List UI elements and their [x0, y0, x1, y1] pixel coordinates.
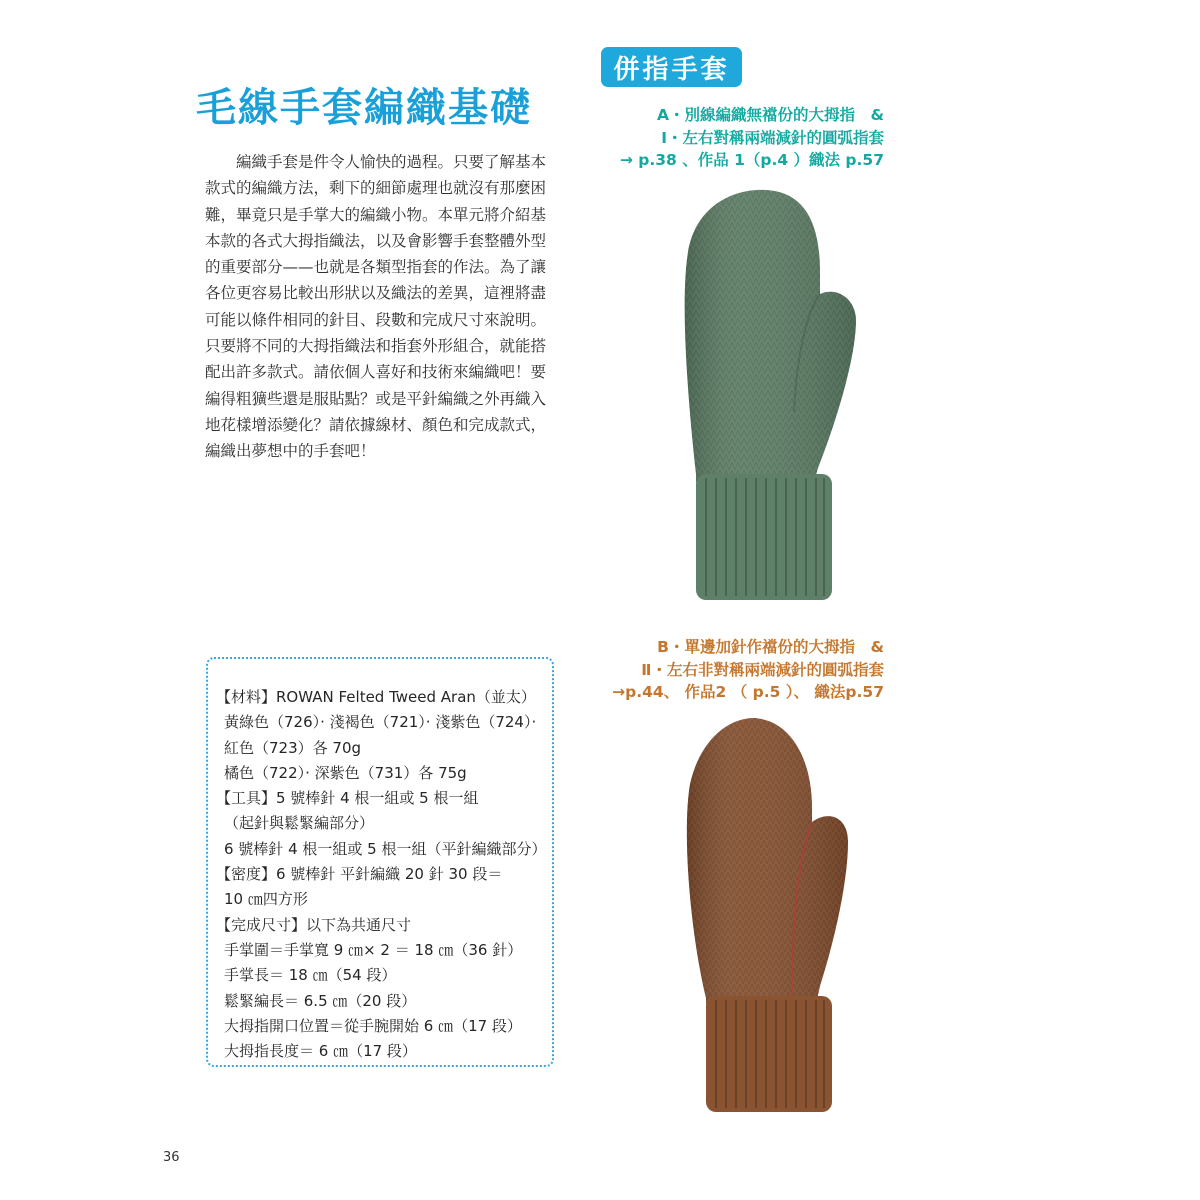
- spec-line: 紅色（723）各 70g: [224, 738, 362, 757]
- green-mitten-shape: [685, 190, 856, 482]
- caption-mitten-b: [612, 636, 884, 704]
- materials-spec-box: [206, 657, 554, 1067]
- spec-line: 黃綠色（726）· 淺褐色（721）· 淺紫色（724）·: [224, 713, 537, 732]
- caption-a-line-1: A・別線編織無襠份的大拇指 &: [656, 106, 884, 124]
- spec-line: 手掌長＝ 18 ㎝（54 段）: [224, 966, 397, 985]
- page-title: 毛線手套編織基礎: [196, 85, 532, 131]
- green-mitten-cuff: [696, 474, 832, 600]
- brown-mitten-photo: [680, 712, 852, 1118]
- spec-line: 手掌圍＝手掌寬 9 ㎝× 2 ＝ 18 ㎝（36 針）: [224, 940, 523, 959]
- spec-line: 【完成尺寸】以下為共通尺寸: [216, 915, 412, 934]
- caption-b-line-1: B・單邊加針作襠份的大拇指 &: [657, 638, 884, 656]
- spec-line: 大拇指長度＝ 6 ㎝（17 段）: [224, 1042, 417, 1061]
- spec-line: （起針與鬆緊編部分）: [224, 814, 375, 833]
- spec-line: 橘色（722）· 深紫色（731）各 75g: [224, 763, 467, 782]
- spec-line: 6 號棒針 4 根一組或 5 根一組（平針編織部分）: [224, 839, 547, 858]
- brown-mitten-cuff: [706, 996, 832, 1112]
- spec-line: 【工具】5 號棒針 4 根一組或 5 根一組: [216, 789, 479, 808]
- spec-line: 【材料】ROWAN Felted Tweed Aran（並太）: [216, 688, 536, 706]
- intro-paragraph: [205, 149, 555, 465]
- intro-text: 編織手套是件令人愉快的過程。只要了解基本款式的編織方法，剩下的細節處理也就沒有那麼困難，畢竟只是手掌大的編織小物。本單元將介紹基本款的各式大拇指織法，以及會影響手套整體外型的重要部分——也就是各類型指套的作法。為了讓各位更容易比較出形狀以及織法的差異，這裡將盡可能以條件相同的針目、段數和完成尺寸來說明。只要將不同的大拇指織法和指套外形組合，就能搭配出許多款式。請依個人喜好和技術來編織吧！要編得粗獷些還是服貼點？或是平針編織之外再織入地花樣增添變化？請依據線材、顏色和完成款式，編織出夢想中的手套吧！: [205, 153, 547, 461]
- spec-line: 鬆緊編長＝ 6.5 ㎝（20 段）: [224, 991, 417, 1010]
- caption-mitten-a: [620, 104, 884, 172]
- section-label-mitten: 併指手套: [601, 47, 742, 87]
- spec-line: 大拇指開口位置＝從手腕開始 6 ㎝（17 段）: [224, 1016, 522, 1035]
- spec-line: 10 ㎝四方形: [224, 890, 308, 909]
- spec-line: 【密度】6 號棒針 平針編織 20 針 30 段＝: [216, 865, 503, 884]
- caption-a-line-2: Ⅰ・左右對稱兩端減針的圓弧指套: [661, 128, 884, 147]
- page-number: 36: [163, 1150, 180, 1165]
- brown-mitten-shape: [687, 718, 848, 1004]
- caption-a-line-3: → p.38 、作品 1（p.4 ）織法 p.57: [619, 151, 884, 169]
- green-mitten-photo: [678, 182, 860, 608]
- caption-b-line-3: →p.44、 作品2 （ p.5 ）、 織法p.57: [612, 683, 884, 701]
- caption-b-line-2: Ⅱ・左右非對稱兩端減針的圓弧指套: [641, 660, 884, 679]
